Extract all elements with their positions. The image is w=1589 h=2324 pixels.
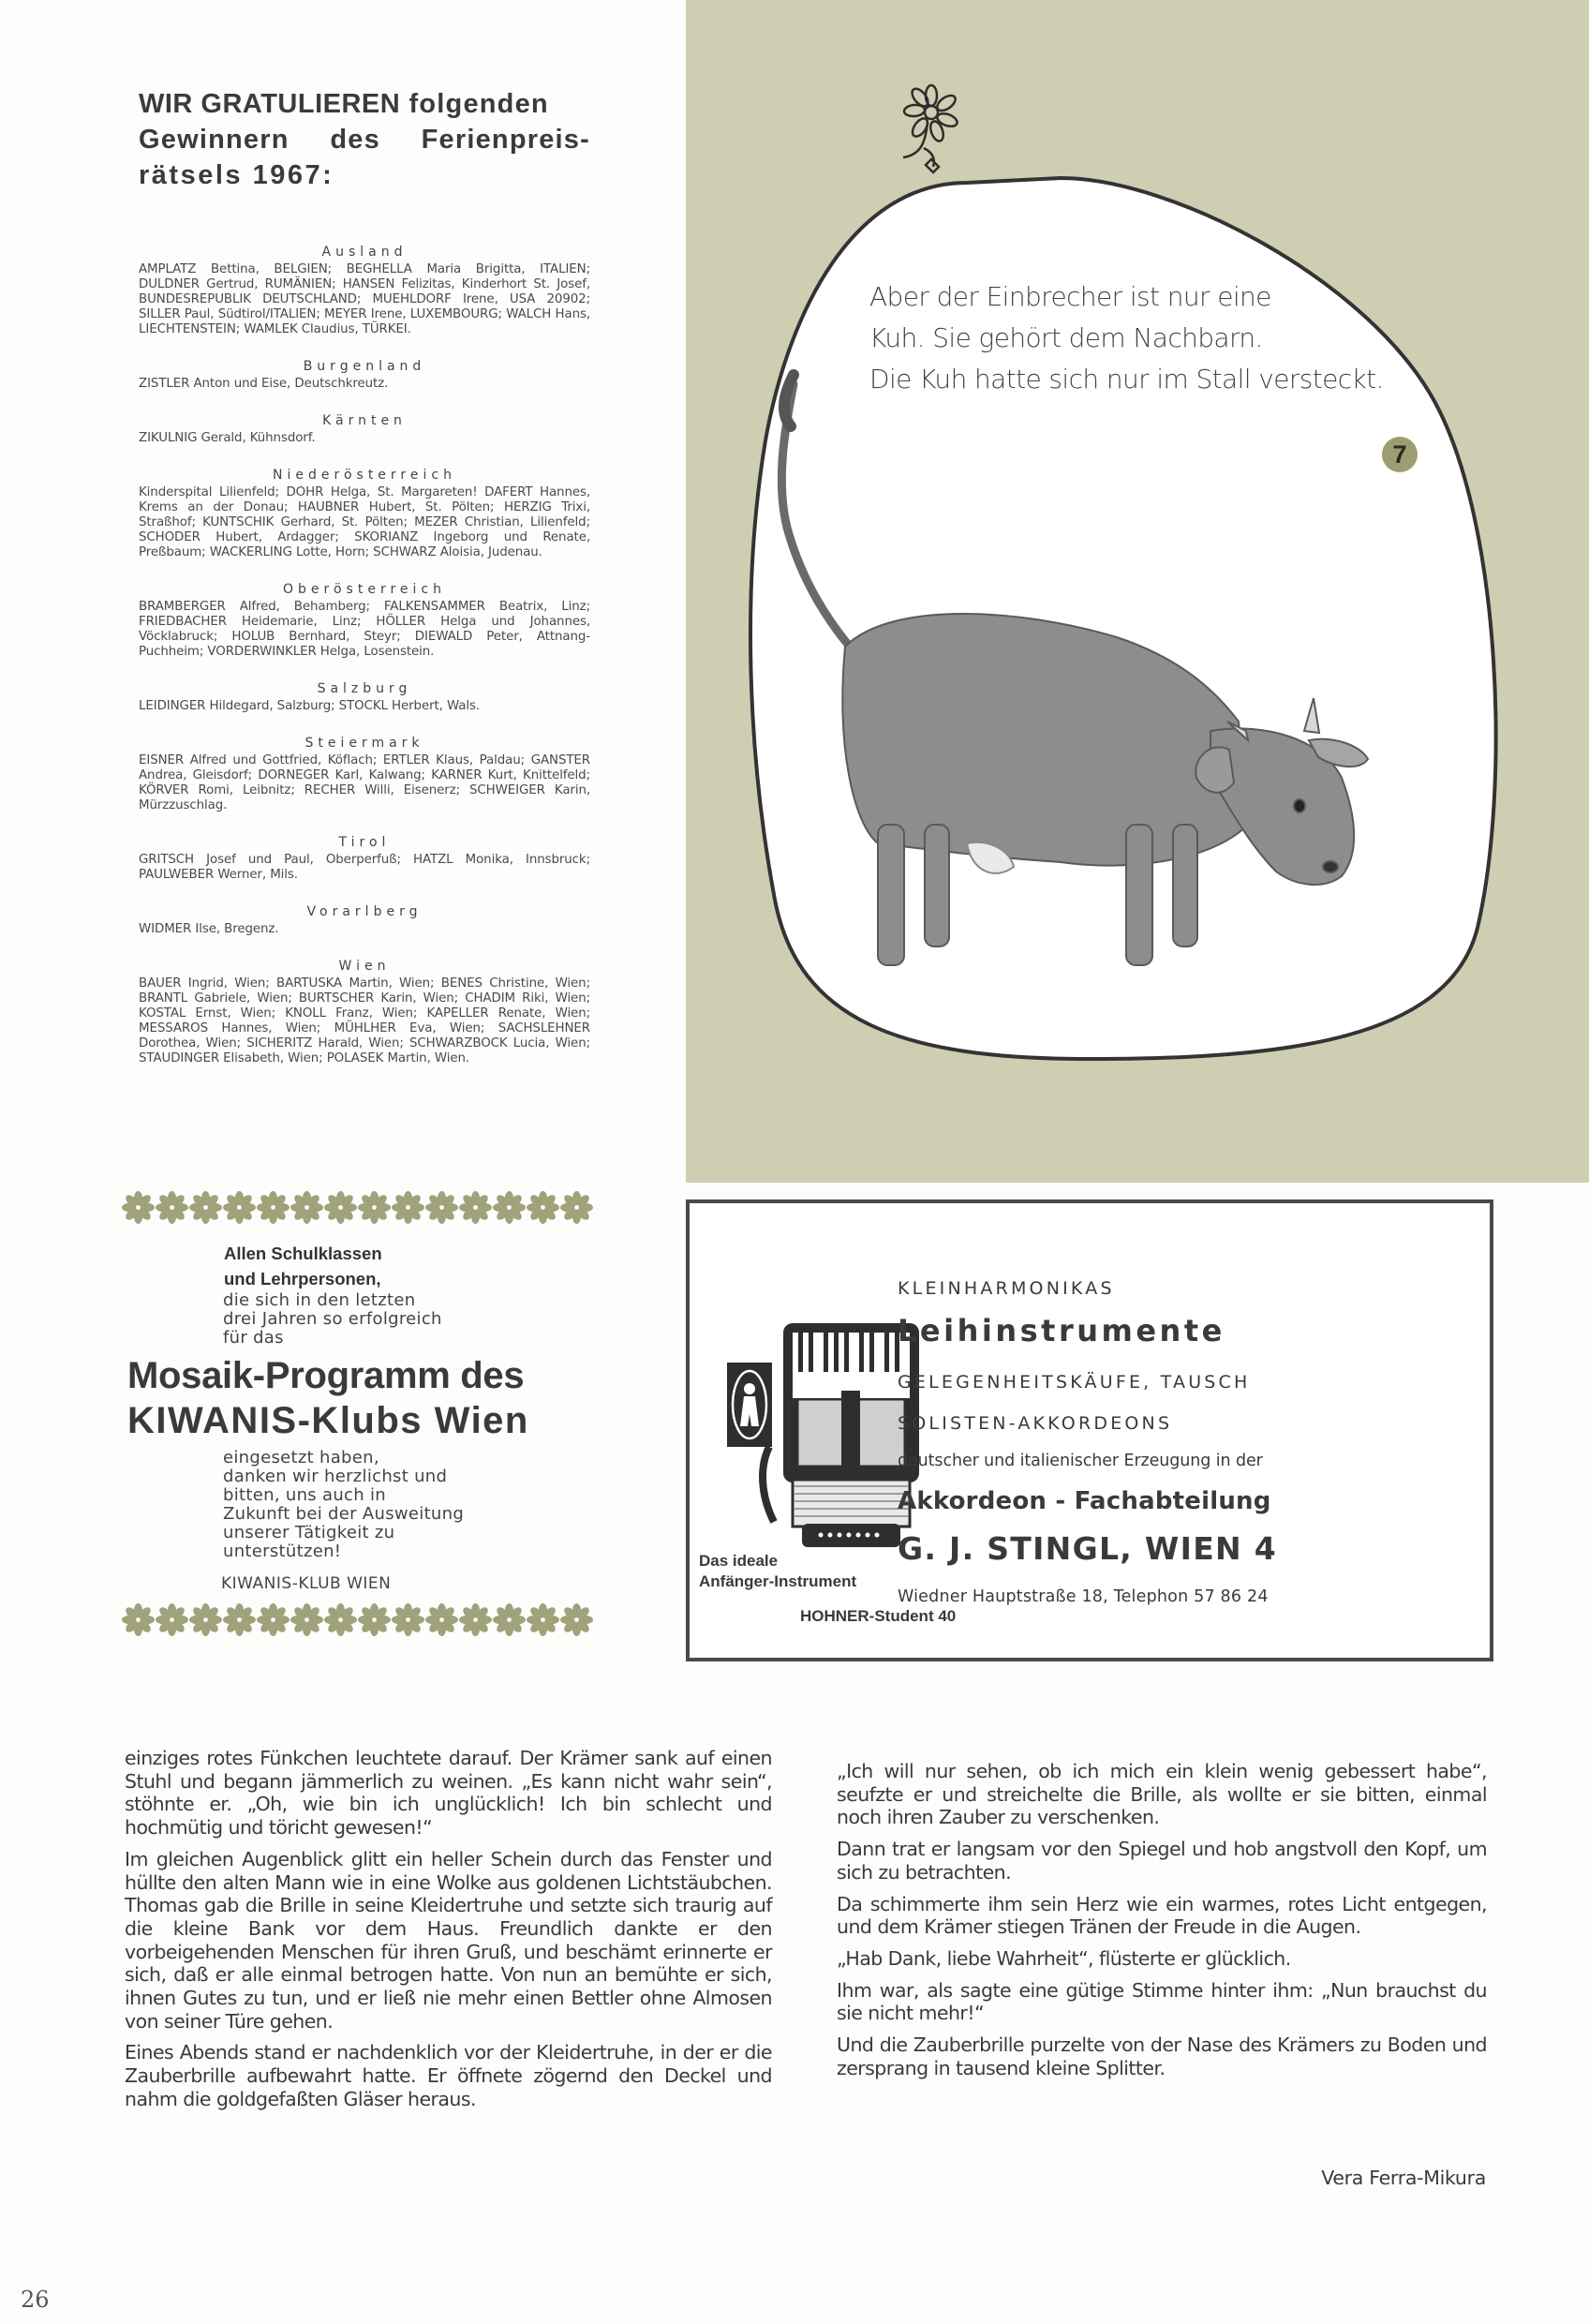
headline-line3: rätsels 1967: bbox=[139, 160, 334, 190]
caption-line-1: Aber der Einbrecher ist nur eine bbox=[869, 281, 1271, 312]
story-paragraph: Da schimmerte ihm sein Herz wie ein warmes, rotes Licht entgegen, und dem Krämer stiegen Tränen der Freude in die Augen. bbox=[837, 1892, 1487, 1939]
ad-leihinstrumente: Leihinstrumente bbox=[898, 1313, 1225, 1348]
region-block bbox=[139, 581, 590, 660]
region-block bbox=[139, 903, 590, 937]
flower-ornament-icon bbox=[527, 1603, 559, 1636]
flower-ornament-icon bbox=[189, 1191, 222, 1224]
story-paragraph: Im gleichen Augenblick glitt ein heller Schein durch das Fenster und hüllte den alten Mann wie in eine Wolke aus goldenen Lichtstäubchen. Thomas gab die Brille in seine Kleidertruhe und setzte sich traurig auf die kleine Bank vor dem Haus. Freundlich dankte er den vorbeigehenden Menschen für ihren Gruß, und beschämt erinnerte er sich, daß er alle einmal betrogen hatte. Von nun an bemühte er sich, ihnen Gutes zu tun, und er ließ nie mehr einen Bettler ohne Almosen von seiner Türe gehen. bbox=[125, 1847, 772, 2033]
winners-headline bbox=[139, 86, 590, 193]
story-paragraph: Und die Zauberbrille purzelte von der Nase des Krämers zu Boden und zersprang in tausend kleine Splitter. bbox=[837, 2034, 1487, 2079]
story-paragraph: Dann trat er langsam vor den Spiegel und hob angstvoll den Kopf, um sich zu betrachten. bbox=[837, 1838, 1487, 1884]
flower-border-top bbox=[122, 1190, 618, 1224]
region-heading: Niederösterreich bbox=[273, 468, 456, 483]
flower-ornament-icon bbox=[122, 1603, 155, 1636]
kiwanis-bold-line1: Allen Schulklassen bbox=[224, 1244, 382, 1263]
flower-ornament-icon bbox=[257, 1191, 290, 1224]
kiwanis-bold-line2: und Lehrpersonen, bbox=[224, 1269, 381, 1289]
region-heading: Steiermark bbox=[304, 736, 424, 751]
kiwanis-intro-3: für das bbox=[223, 1328, 284, 1348]
flower-ornament-icon bbox=[493, 1603, 526, 1636]
kiwanis-outro-2: danken wir herzlichst und bbox=[223, 1467, 448, 1486]
flower-ornament-icon bbox=[122, 1191, 155, 1224]
flower-ornament-icon bbox=[392, 1191, 424, 1224]
flower-ornament-icon bbox=[358, 1191, 391, 1224]
kiwanis-big-title bbox=[127, 1353, 618, 1443]
ad-caption-2: Anfänger-Instrument bbox=[699, 1572, 857, 1590]
story-column-right bbox=[837, 1760, 1487, 2088]
story-paragraph: „Ich will nur sehen, ob ich mich ein klein wenig gebessert habe“, seufzte er und streichelte die Brille, als wollte er sie bitten, einmal noch ihren Zauber zu verschenken. bbox=[837, 1760, 1487, 1829]
flower-ornament-icon bbox=[223, 1603, 256, 1636]
flower-ornament-icon bbox=[189, 1603, 222, 1636]
kiwanis-signature: KIWANIS-KLUB WIEN bbox=[221, 1574, 392, 1593]
ad-model-name: HOHNER-Student 40 bbox=[800, 1607, 957, 1625]
kiwanis-intro-2: drei Jahren so erfolgreich bbox=[223, 1309, 442, 1329]
kiwanis-big-line2: KIWANIS-Klubs Wien bbox=[127, 1400, 529, 1441]
panel-number-badge: 7 bbox=[1382, 437, 1418, 472]
flower-ornament-icon bbox=[459, 1191, 492, 1224]
flower-doodle-icon bbox=[903, 85, 958, 172]
region-heading: Burgenland bbox=[303, 359, 426, 374]
region-heading: Wien bbox=[338, 959, 391, 974]
flower-ornament-icon bbox=[493, 1191, 526, 1224]
region-block bbox=[139, 834, 590, 883]
region-block bbox=[139, 735, 590, 813]
region-heading: Oberösterreich bbox=[283, 582, 446, 597]
ad-fachabteilung: Akkordeon - Fachabteilung bbox=[898, 1487, 1271, 1515]
kiwanis-intro-1: die sich in den letzten bbox=[223, 1290, 416, 1310]
region-block bbox=[139, 244, 590, 337]
region-winners: AMPLATZ Bettina, BELGIEN; BEGHELLA Maria Brigitta, ITALIEN; DULDNER Gertrud, RUMÄNIEN; HANSEN Felizitas, Kinderhort St. Josef, BUNDESREPUBLIK DEUTSCHLAND; MUEHLDORF Irene, USA 20902; SILLER Paul, Südtirol/ITALIEN; MEYER Irene, LUXEMBOURG; WALCH Hans, LIECHTENSTEIN; WAMLEK Claudius, TÜRKEI. bbox=[139, 262, 590, 336]
headline-rest: folgenden bbox=[408, 89, 549, 119]
ad-kleinharmonikas: KLEINHARMONIKAS bbox=[898, 1278, 1115, 1299]
flower-ornament-icon bbox=[527, 1191, 559, 1224]
region-winners: ZIKULNIG Gerald, Kühnsdorf. bbox=[139, 431, 316, 445]
flower-ornament-icon bbox=[257, 1603, 290, 1636]
accordion-advertisement bbox=[686, 1199, 1493, 1661]
region-heading: Kärnten bbox=[322, 413, 407, 428]
flower-ornament-icon bbox=[358, 1603, 391, 1636]
ad-address: Wiedner Hauptstraße 18, Telephon 57 86 24 bbox=[898, 1587, 1269, 1606]
flower-ornament-icon bbox=[324, 1603, 357, 1636]
flower-ornament-icon bbox=[392, 1603, 424, 1636]
page-number: 26 bbox=[21, 2287, 50, 2313]
ad-solisten: SOLISTEN-AKKORDEONS bbox=[898, 1413, 1173, 1434]
region-block bbox=[139, 467, 590, 560]
flower-ornament-icon bbox=[223, 1191, 256, 1224]
ad-stingl-wien: G. J. STINGL, WIEN 4 bbox=[898, 1530, 1278, 1567]
region-block bbox=[139, 358, 590, 392]
flower-ornament-icon bbox=[560, 1603, 593, 1636]
flower-ornament-icon bbox=[324, 1191, 357, 1224]
ad-erzeugung: deutscher und italienischer Erzeugung in der bbox=[898, 1452, 1263, 1470]
flower-ornament-icon bbox=[290, 1603, 323, 1636]
region-winners: BAUER Ingrid, Wien; BARTUSKA Martin, Wien; BENES Christine, Wien; BRANTL Gabriele, Wien; BURTSCHER Karin, Wien; CHADIM Riki, Wien; KOSTAL Ernst, Wien; KNOLL Franz, Wien; KAPELLER Renate, Wien; MESSAROS Hannes, Wien; MÜHLHER Eva, Wien; SACHSLEHNER Dorothea, Wien; SICHERITZ Harald, Wien; SCHWARZBOCK Lucia, Wien; STAUDINGER Elisabeth, Wien; POLASEK Martin, Wien. bbox=[139, 976, 590, 1065]
flower-ornament-icon bbox=[156, 1191, 188, 1224]
region-block bbox=[139, 958, 590, 1066]
kiwanis-big-line1: Mosaik-Programm des bbox=[127, 1355, 525, 1396]
caption-line-2: Kuh. Sie gehört dem Nachbarn. bbox=[869, 322, 1263, 353]
region-heading: Vorarlberg bbox=[306, 904, 423, 919]
winners-section bbox=[139, 86, 590, 1087]
story-column-left bbox=[125, 1747, 772, 2120]
kiwanis-outro-3: bitten, uns auch in bbox=[223, 1485, 386, 1505]
region-block bbox=[139, 680, 590, 714]
flower-ornament-icon bbox=[290, 1191, 323, 1224]
region-heading: Salzburg bbox=[317, 681, 412, 696]
kiwanis-outro-6: unterstützen! bbox=[223, 1542, 342, 1561]
flower-ornament-icon bbox=[156, 1603, 188, 1636]
flower-ornament-icon bbox=[425, 1603, 458, 1636]
kiwanis-outro-4: Zukunft bei der Ausweitung bbox=[223, 1504, 465, 1524]
region-heading: Ausland bbox=[321, 245, 408, 260]
picture-panel-art bbox=[686, 0, 1589, 1183]
picture-caption bbox=[869, 276, 1432, 400]
region-winners: ZISTLER Anton und Eise, Deutschkreutz. bbox=[139, 377, 389, 391]
region-block bbox=[139, 412, 590, 446]
region-winners: WIDMER Ilse, Bregenz. bbox=[139, 922, 279, 936]
region-heading: Tirol bbox=[338, 835, 391, 850]
ad-gelegenheitskaeufe: GELEGENHEITSKÄUFE, TAUSCH bbox=[898, 1372, 1251, 1393]
region-winners: Kinderspital Lilienfeld; DOHR Helga, St. Margareten! DAFERT Hannes, Krems an der Donau; HAUBNER Hubert, St. Pölten; HERZIG Trixi, Straßhof; KUNTSCHIK Gerhard, St. Pölten; MEZER Christian, Lilienfeld; SCHODER Hubert, Ardagger; SKORIANZ Ingeborg und Renate, Preßbaum; WACKERLING Lotte, Horn; SCHWARZ Aloisia, Judenau. bbox=[139, 485, 590, 559]
headline-line2: Gewinnern des Ferienpreis- bbox=[139, 125, 590, 155]
caption-line-3: Die Kuh hatte sich nur im Stall versteckt. bbox=[869, 364, 1384, 395]
region-winners: EISNER Alfred und Gottfried, Köflach; ERTLER Klaus, Paldau; GANSTER Andrea, Gleisdorf; DORNEGER Karl, Kalwang; KARNER Kurt, Knittelfeld; KÖRVER Romi, Leibnitz; RECHER Willi, Eisenerz; SCHWEIGER Karin, Mürzzuschlag. bbox=[139, 753, 590, 812]
kiwanis-outro-5: unserer Tätigkeit zu bbox=[223, 1523, 395, 1542]
story-paragraph: einziges rotes Fünkchen leuchtete darauf. Der Krämer sank auf einen Stuhl und begann jämmerlich zu weinen. „Es kann nicht wahr sein“, stöhnte er. „Oh, wie bin ich unglücklich! Ich bin schlecht und hochmütig und töricht gewesen!“ bbox=[125, 1747, 772, 1840]
region-winners: BRAMBERGER Alfred, Behamberg; FALKENSAMMER Beatrix, Linz; FRIEDBACHER Heidemarie, Linz; HÖLLER Helga und Johannes, Vöcklabruck; HOLUB Bernhard, Steyr; DIEWALD Peter, Attnang-Puchheim; VORDERWINKLER Helga, Losenstein. bbox=[139, 600, 590, 659]
story-paragraph: Eines Abends stand er nachdenklich vor der Kleidertruhe, in der er die Zauberbrille aufbewahrt hatte. Er öffnete zögernd den Deckel und nahm die goldgefaßten Gläser heraus. bbox=[125, 2041, 772, 2110]
flower-border-bottom bbox=[122, 1602, 618, 1636]
flower-ornament-icon bbox=[425, 1191, 458, 1224]
region-winners: GRITSCH Josef und Paul, Oberperfuß; HATZL Monika, Innsbruck; PAULWEBER Werner, Mils. bbox=[139, 853, 590, 882]
headline-bold: WIR GRATULIEREN bbox=[139, 89, 401, 119]
ad-caption-1: Das ideale bbox=[699, 1552, 779, 1570]
kiwanis-notice bbox=[122, 1190, 618, 1636]
story-paragraph: „Hab Dank, liebe Wahrheit“, flüsterte er glücklich. bbox=[837, 1946, 1291, 1970]
story-author: Vera Ferra-Mikura bbox=[1321, 2167, 1486, 2189]
flower-ornament-icon bbox=[560, 1191, 593, 1224]
flower-ornament-icon bbox=[459, 1603, 492, 1636]
kiwanis-outro-1: eingesetzt haben, bbox=[223, 1448, 379, 1467]
story-paragraph: Ihm war, als sagte eine gütige Stimme hinter ihm: „Nun brauchst du sie nicht mehr!“ bbox=[837, 1978, 1487, 2025]
region-winners: LEIDINGER Hildegard, Salzburg; STOCKL Herbert, Wals. bbox=[139, 699, 480, 713]
